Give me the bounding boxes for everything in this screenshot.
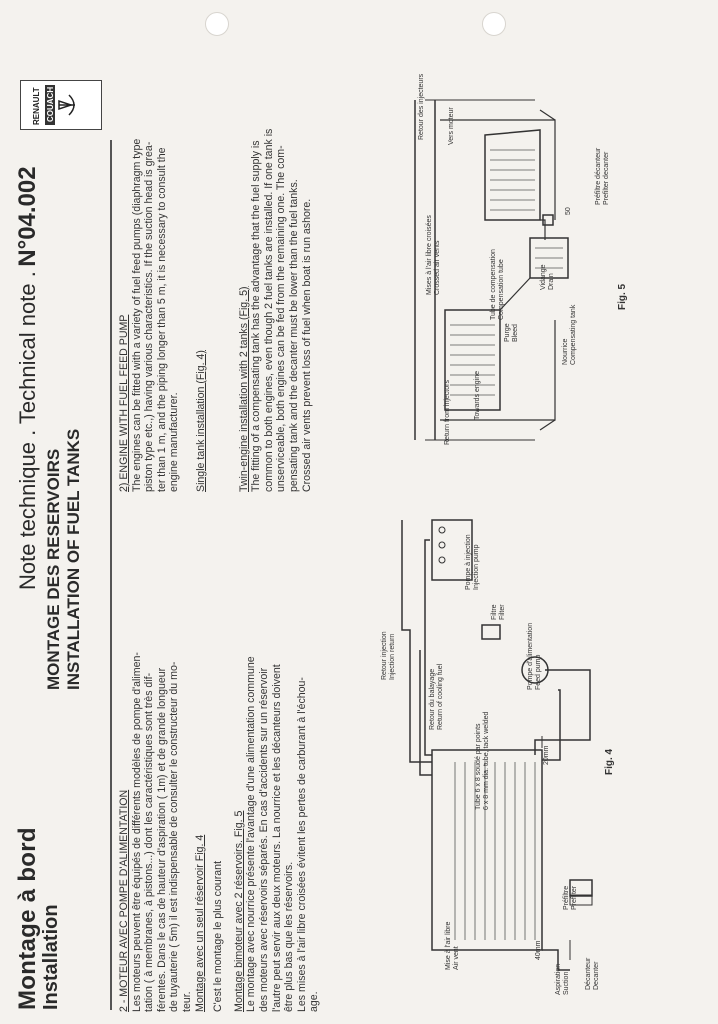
english-line-1: The engines can be fitted with a variety of fuel feed pumps (diaphragm type: [130, 138, 143, 492]
fig4-label-injpump-en: Injection pump: [473, 544, 480, 590]
fig4-filter: [482, 625, 500, 639]
fig4-label-40mm: 40mm: [535, 940, 542, 960]
title-installation: Installation: [40, 904, 62, 1010]
technical-note-header: [14, 166, 42, 590]
english-twin-line-5: Crossed air vents prevent loss of fuel when boat is run ashore.: [300, 198, 313, 492]
fig4-label-feedpump-en: Feed pump: [535, 654, 542, 690]
logo-graphic: [21, 81, 101, 129]
fig5-caption: Fig. 5: [617, 283, 628, 310]
french-line-3: férentes. Dans le cas de hauteur d'aspiration ( 1m) et de grande longueur: [155, 667, 168, 1012]
logo-line2: COUACH: [46, 86, 55, 122]
fig4-label-decanter-fr: Décanteur: [585, 957, 592, 990]
fig5-label-comptube-en: Compensation tube: [498, 259, 505, 320]
fig5-label-purge-en: Bleed: [512, 324, 519, 342]
fig5-label-purge-fr: Purge: [504, 323, 511, 342]
logo-line1: RENAULT: [32, 87, 41, 125]
fig4-caption: Fig. 4: [604, 748, 615, 775]
french-single-text: C'est le montage le plus courant: [212, 860, 225, 1012]
fig5-upper-tank: [485, 130, 540, 220]
fig5-diagram: [395, 73, 685, 460]
fig5-label-50: 50: [565, 207, 572, 215]
french-line-5: teur.: [180, 991, 193, 1012]
french-twin-line-4: être plus bas que les réservoirs.: [283, 861, 296, 1012]
french-line-2: tation ( à membranes, à pistons...) dont les caractéristiques sont très dif-: [143, 672, 156, 1012]
french-line-1: Les moteurs peuvent être équipés de différents modèles de pompe d'alimen-: [130, 652, 143, 1012]
fig5-label-vents-fr: Mises à l'air libre croisées: [426, 215, 433, 295]
french-line-4: de tuyauterie ( 5m) il est indispensable de consulter le constructeur du mo-: [168, 661, 181, 1012]
fig4-label-suction-fr: Aspiration: [555, 963, 562, 995]
note-number: N°04.002: [14, 166, 41, 267]
fig4-label-decanter-en: Decanter: [593, 961, 600, 990]
english-text-block: [118, 62, 313, 492]
fig5-label-prefiltre-en: Prefilter decanter: [603, 151, 610, 205]
fig5-label-comptube-fr: Tube de compensation: [490, 249, 497, 320]
fig4-label-prefilter-en: Prefilter: [571, 885, 578, 910]
french-twin-line-2: des moteurs avec réservoirs séparés. En cas d'accidents sur un réservoir: [257, 667, 270, 1012]
fig5-label-versmoteur: Vers moteur: [448, 107, 455, 145]
punch-hole-right: [482, 12, 506, 36]
fig4-label-airvent-en: Air vent: [453, 946, 460, 970]
fig5-label-vidange-fr: Vidange: [540, 264, 547, 290]
french-text-block: [118, 572, 321, 1012]
header-divider: [110, 140, 112, 1010]
french-twin-line-5: Les mises à l'air libre croisées évitent les pertes de carburant à l'échou-: [295, 677, 308, 1012]
english-twin-line-1: The fitting of a compensating tank has the advantage that the fuel supply is: [250, 140, 263, 492]
fig5-label-nourrice-en: Compensating tank: [570, 304, 577, 365]
french-single-heading: Montage avec un seul réservoir Fig. 4: [193, 834, 206, 1012]
fig4-label-filter-fr: Filtre: [491, 604, 498, 620]
fig4-label-cooling-fr: Retour du balayage: [429, 668, 436, 730]
title-montage: Montage à bord: [14, 827, 41, 1010]
french-twin-line-1: Le montage avec nourrice présente l'avantage d'une alimentation commune: [245, 656, 258, 1012]
note-label: Note technique . Technical note .: [15, 271, 40, 590]
english-twin-line-4: pensating tank and the decanter must be lower than the fuel tanks.: [287, 179, 300, 492]
fig4-label-filter-en: Filter: [499, 604, 506, 620]
english-twin-line-3: unserviceable, both engines can be fed from the remaining one. The com-: [275, 145, 288, 492]
fig4-label-tube-fr: Tube 6 x 8 soudé par points: [475, 723, 482, 810]
subtitle-english: INSTALLATION OF FUEL TANKS: [64, 428, 83, 690]
english-line-4: engine manufacturer.: [168, 392, 181, 492]
english-single-heading: Single tank installation (Fig. 4): [194, 350, 207, 492]
fig5-label-vents-en: Crossed air vents: [434, 240, 441, 295]
fig4-label-tube-en: 6 x 8 mm dia. tube, tack welded: [483, 711, 490, 810]
fig4-label-20mm: 20mm: [543, 745, 550, 765]
french-twin-line-3: l'autre peut servir aux deux moteurs. La nourrice et les décanteurs doivent: [270, 664, 283, 1012]
fig5-label-retour: Retour des injecteurs: [418, 73, 425, 140]
fig4-label-suction-en: Suction: [563, 971, 570, 995]
fig4-label-airvent-fr: Mise à l'air libre: [445, 921, 452, 970]
french-twin-heading: Montage bimoteur avec 2 réservoirs. Fig. 5: [232, 810, 245, 1012]
fig4-label-injpump-fr: Pompe à injection: [465, 534, 472, 590]
fig4-label-injreturn-en: Injection return: [389, 633, 396, 680]
renault-couach-logo: [20, 80, 102, 130]
fig4-label-prefilter-fr: Préfiltre: [563, 885, 570, 910]
fig5-label-nourrice-fr: Nourrice: [562, 338, 569, 365]
english-heading: 2) ENGINE WITH FUEL FEED PUMP: [118, 314, 130, 492]
fig5-label-prefiltre-fr: Préfiltre décanteur: [595, 147, 602, 205]
fig4-label-cooling-en: Return of cooling fuel: [437, 663, 444, 730]
french-heading: 2 - MOTEUR AVEC POMPE D'ALIMENTATION: [118, 789, 130, 1012]
english-line-2: piston type etc.,) having various characteristics. If the suction head is grea-: [143, 141, 156, 492]
english-twin-heading: Twin-engine installation with 2 tanks (Fig. 5): [237, 286, 250, 492]
subtitle-french: MONTAGE DES RESERVOIRS: [44, 448, 63, 690]
fig4-label-feedpump-fr: Pompe d'alimentation: [527, 622, 534, 690]
punch-hole-left: [205, 12, 229, 36]
english-line-3: ter than 1 m, and the piping longer than 5 m, it is necessary to consult the: [155, 147, 168, 492]
fig5-label-returninj: Return from injectors: [444, 380, 451, 445]
fig5-label-towards: Towards engine: [474, 370, 481, 420]
french-twin-line-6: age.: [308, 991, 321, 1012]
english-twin-line-2: common to both engines, even though 2 fuel tanks are installed. If one tank is: [262, 128, 275, 492]
fig4-diagram: [330, 500, 615, 1000]
fig4-label-injreturn-fr: Retour injection: [381, 631, 388, 680]
fig5-label-vidange-en: Drain: [548, 273, 555, 290]
